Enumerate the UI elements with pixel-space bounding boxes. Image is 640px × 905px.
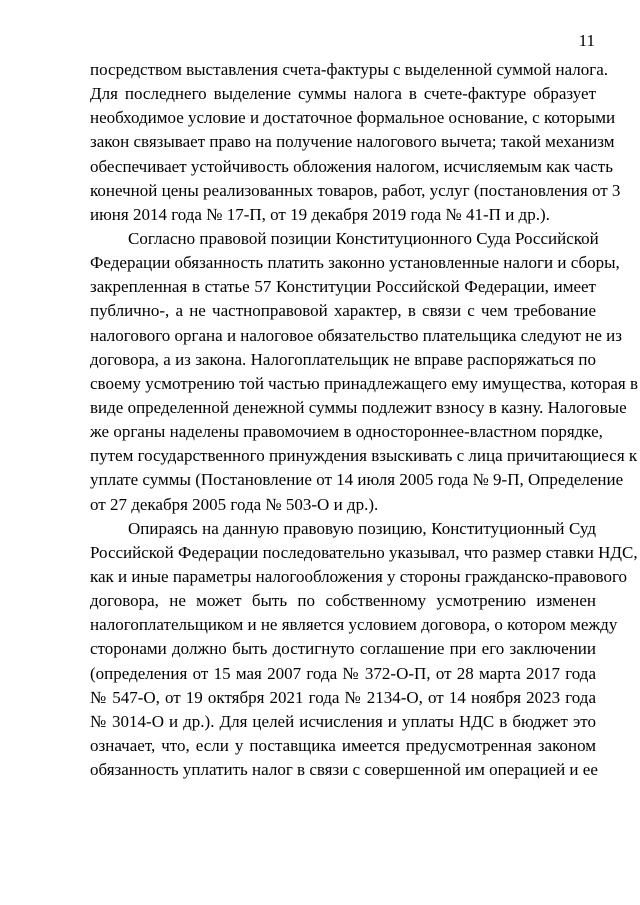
paragraph	[90, 517, 638, 783]
text-line: № 3014-О и др.). Для целей исчисления и уплаты НДС в бюджет это	[90, 711, 596, 731]
text-line: (определения от 15 мая 2007 года № 372-О-П, от 28 марта 2017 года	[90, 663, 596, 683]
text-line: договора, а из закона. Налогоплательщик не вправе распоряжаться по	[90, 349, 596, 369]
page-number: 11	[578, 31, 595, 50]
text-line: налогового органа и налоговое обязательство плательщика следуют не из	[90, 325, 622, 345]
text-line: как и иные параметры налогообложения у стороны гражданско-правового	[90, 566, 628, 586]
text-line: Для последнего выделение суммы налога в счете-фактуре образует	[90, 84, 596, 104]
document-body	[90, 58, 639, 782]
text-line: договора, не может быть по собственному усмотрению изменен	[90, 591, 596, 611]
text-line: посредством выставления счета-фактуры с выделенной суммой налога.	[90, 60, 609, 79]
text-line: июня 2014 года № 17-П, от 19 декабря 2019 года № 41-П и др.).	[90, 204, 550, 224]
text-line: уплате суммы (Постановление от 14 июля 2005 года № 9-П, Определение	[90, 470, 624, 490]
text-line: же органы наделены правомочием в одностороннее-властном порядке,	[90, 422, 603, 442]
text-line: Опираясь на данную правовую позицию, Конституционный Суд	[128, 518, 596, 538]
text-line: от 27 декабря 2005 года № 503-О и др.).	[90, 494, 379, 514]
paragraph	[90, 58, 621, 227]
text-line: Федерации обязанность платить законно установленные налоги и сборы,	[90, 253, 620, 273]
paragraph	[90, 227, 639, 517]
text-line: Российской Федерации последовательно указывал, что размер ставки НДС,	[90, 542, 638, 562]
text-line: означает, что, если у поставщика имеется предусмотренная законом	[90, 735, 596, 755]
text-line: № 547-О, от 19 октября 2021 года № 2134-О, от 14 ноября 2023 года	[90, 687, 596, 707]
text-line: обеспечивает устойчивость обложения налогом, исчисляемым как часть	[90, 156, 613, 176]
text-line: Согласно правовой позиции Конституционного Суда Российской	[128, 228, 599, 248]
text-line: закон связывает право на получение налогового вычета; такой механизм	[90, 132, 615, 152]
text-line: виде определенной денежной суммы подлежит взносу в казну. Налоговые	[90, 397, 627, 417]
text-line: конечной цены реализованных товаров, работ, услуг (постановления от 3	[90, 180, 621, 200]
text-line: путем государственного принуждения взыскивать с лица причитающиеся к	[90, 446, 638, 466]
text-line: сторонами должно быть достигнуто соглашение при его заключении	[90, 639, 596, 659]
text-line: необходимое условие и достаточное формальное основание, с которыми	[90, 108, 616, 128]
text-line: обязанность уплатить налог в связи с совершенной им операцией и ее	[90, 760, 598, 780]
text-line: своему усмотрению той частью принадлежащего ему имущества, которая в	[90, 373, 639, 393]
text-line: налогоплательщиком и не является условием договора, о котором между	[90, 615, 618, 635]
text-line: закрепленная в статье 57 Конституции Российской Федерации, имеет	[90, 277, 596, 297]
text-line: публично-, а не частноправовой характер, в связи с чем требование	[90, 301, 596, 321]
